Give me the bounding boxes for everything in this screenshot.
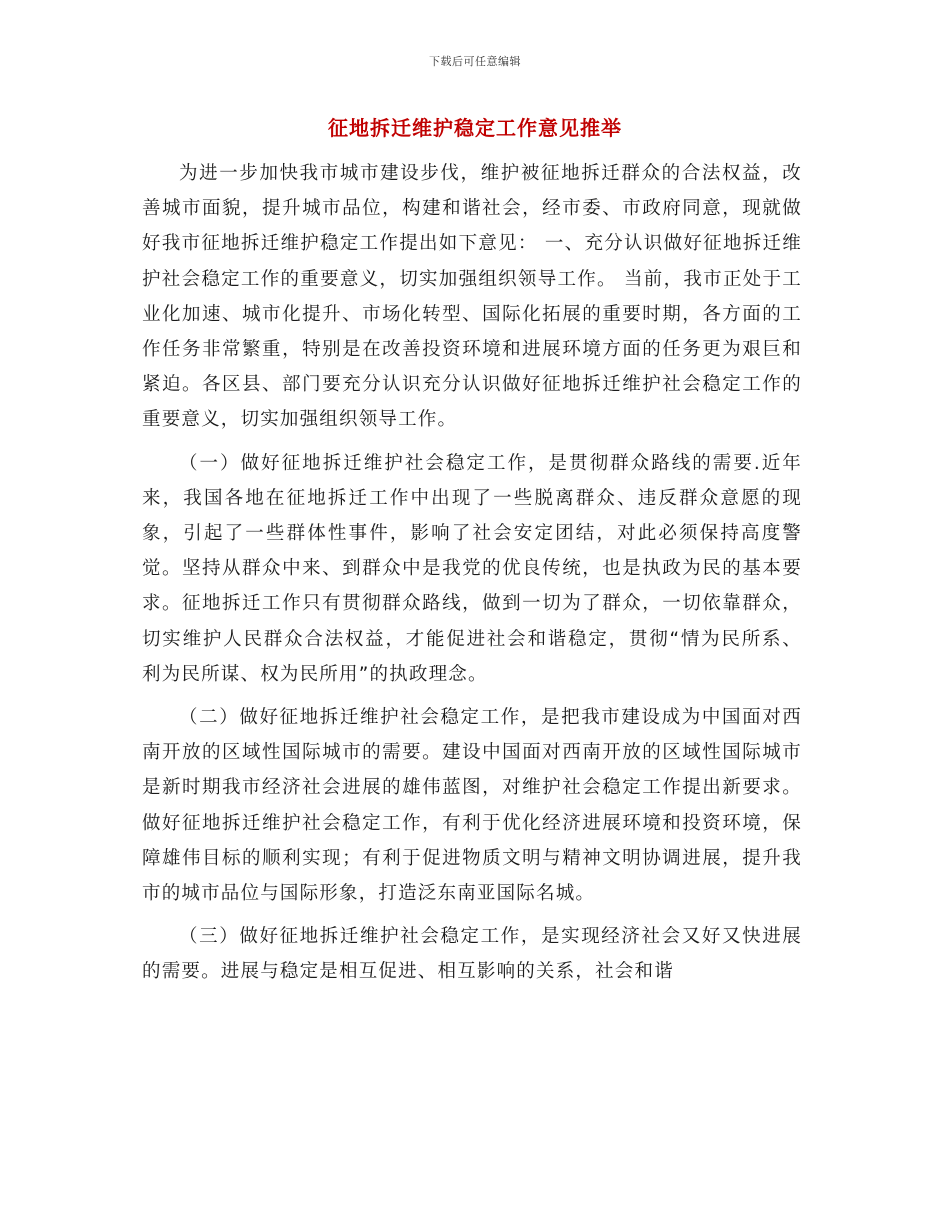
paragraph-section-3: （三）做好征地拆迁维护社会稳定工作，是实现经济社会又好又快进展的需要。进展与稳定是相互促进、相互影响的关系，社会和谐 — [142, 926, 802, 983]
paragraph-intro: 为进一步加快我市城市建设步伐，维护被征地拆迁群众的合法权益，改善城市面貌，提升城市品位，构建和谐社会，经市委、市政府同意，现就做好我市征地拆迁维护稳定工作提出如下意见： 一、充分认识做好征地拆迁维护社会稳定工作的重要意义，切实加强组织领导工作。 当前，我市正处于工业化加速、城市化提升、市场化转型、国际化拓展的重要时期，各方面的工作任务非常繁重，特别是在改善投资环境和进展环境方面的任务更为艰巨和紧迫。各区县、部门要充分认识充分认识做好征地拆迁维护社会稳定工作的重要意义，切实加强组织领导工作。 — [142, 163, 802, 431]
page-header-note: 下载后可任意编辑 — [429, 55, 521, 68]
document-title: 征地拆迁维护稳定工作意见推举 — [328, 116, 622, 140]
paragraph-section-2: （二）做好征地拆迁维护社会稳定工作，是把我市建设成为中国面对西南开放的区域性国际城市的需要。建设中国面对西南开放的区域性国际城市是新时期我市经济社会进展的雄伟蓝图，对维护社会稳定工作提出新要求。做好征地拆迁维护社会稳定工作，有利于优化经济进展环境和投资环境，保障雄伟目标的顺利实现；有利于促进物质文明与精神文明协调进展，提升我市的城市品位与国际形象，打造泛东南亚国际名城。 — [142, 707, 802, 905]
document-body — [142, 156, 802, 998]
paragraph-section-1: （一）做好征地拆迁维护社会稳定工作，是贯彻群众路线的需要.近年来，我国各地在征地拆迁工作中出现了一些脱离群众、违反群众意愿的现象，引起了一些群体性事件，影响了社会安定团结，对此必须保持高度警觉。坚持从群众中来、到群众中是我党的优良传统，也是执政为民的基本要求。征地拆迁工作只有贯彻群众路线，做到一切为了群众，一切依靠群众，切实维护人民群众合法权益，才能促进社会和谐稳定，贯彻“情为民所系、利为民所谋、权为民所用”的执政理念。 — [142, 452, 802, 685]
